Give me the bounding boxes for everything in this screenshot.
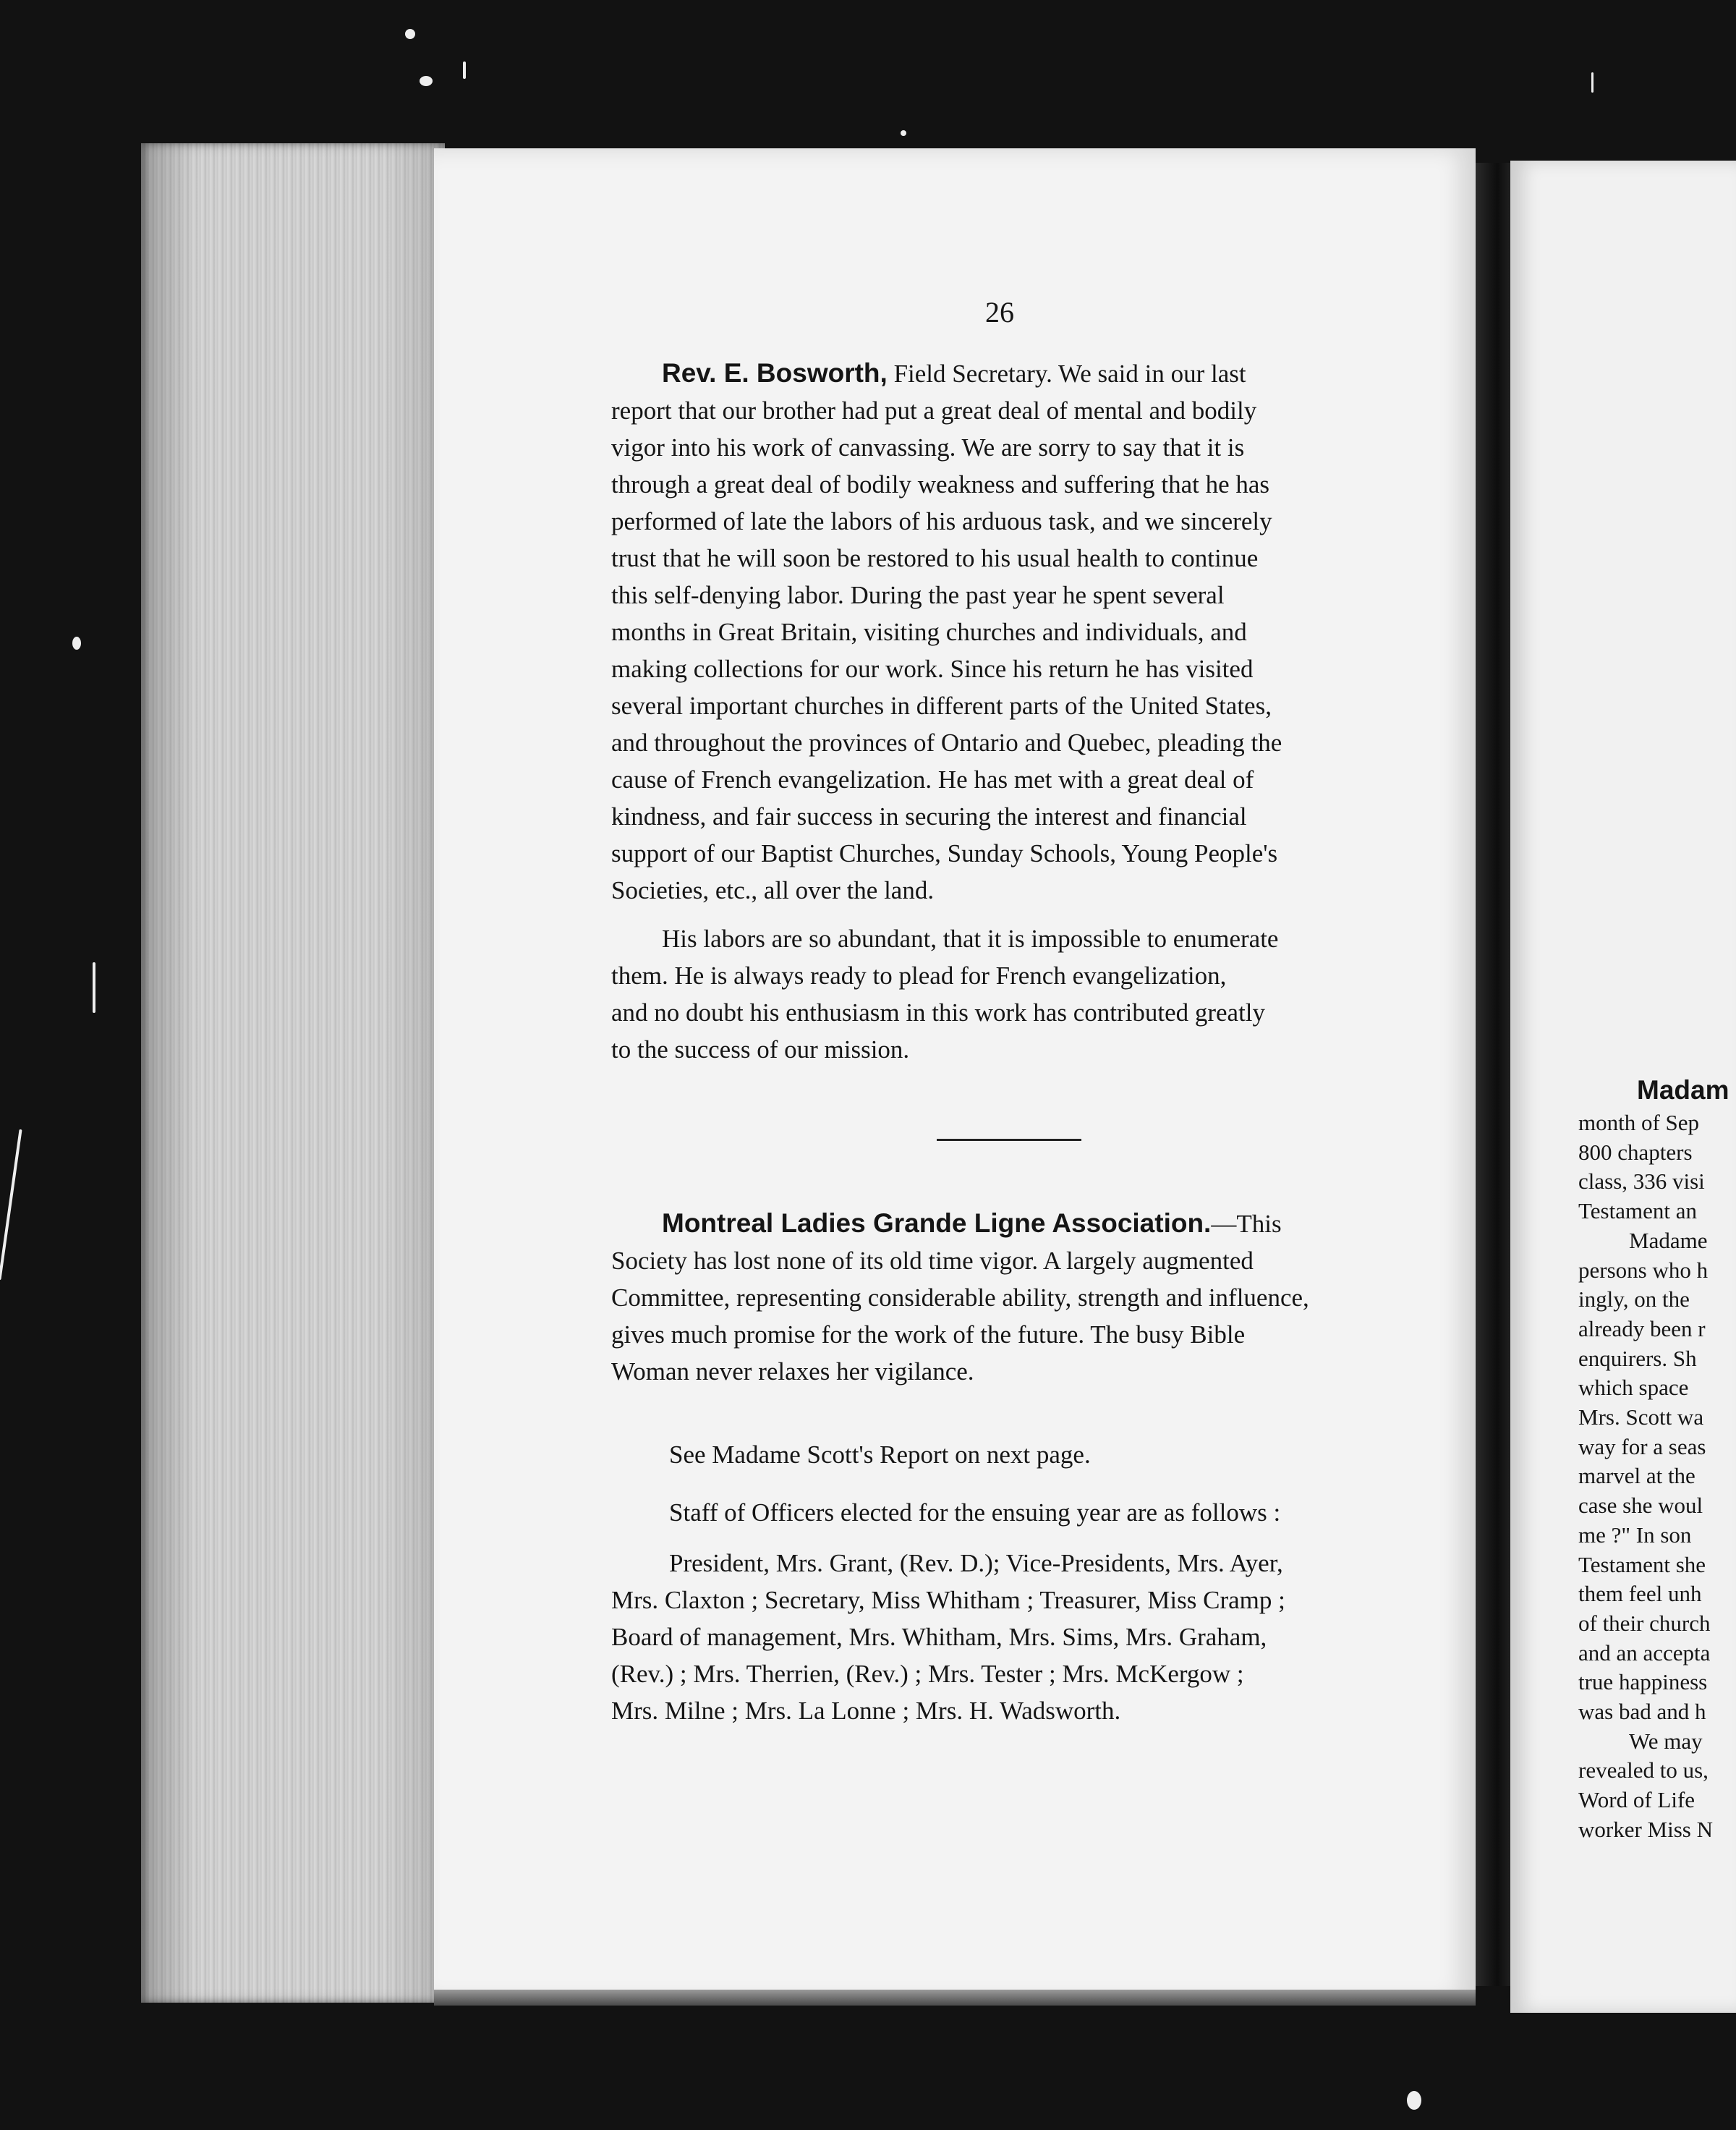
right-page-line: We may	[1629, 1728, 1703, 1754]
association-line-0: —This	[1211, 1210, 1282, 1238]
right-page-line: 800 chapters	[1578, 1139, 1693, 1165]
bosworth-heading: Rev. E. Bosworth,	[662, 358, 888, 388]
see-report-text: See Madame Scott's Report on next page.	[669, 1440, 1091, 1469]
right-page-line: revealed to us,	[1578, 1757, 1709, 1783]
right-page-heading: Madam	[1637, 1075, 1729, 1105]
dust-speck	[405, 29, 415, 39]
right-page-line: true happiness	[1578, 1669, 1708, 1695]
bosworth-line: Societies, etc., all over the land.	[611, 876, 935, 904]
right-page-line: enquirers. Sh	[1578, 1345, 1697, 1371]
association-paragraph	[611, 1205, 1396, 1390]
dust-speck	[420, 76, 433, 86]
right-page-line: marvel at the	[1578, 1463, 1695, 1489]
right-page-line: worker Miss N	[1578, 1816, 1713, 1842]
bosworth-line: trust that he will soon be restored to his usual health to continue	[611, 544, 1259, 572]
right-page-line: of their church	[1578, 1610, 1711, 1636]
right-page-line: class, 336 visi	[1578, 1168, 1705, 1195]
bosworth-line: performed of late the labors of his arduous task, and we sincerely	[611, 507, 1272, 535]
association-first-line	[611, 1205, 1396, 1242]
association-line: Society has lost none of its old time vigor. A largely augmented	[611, 1247, 1254, 1275]
bosworth-line: several important churches in different parts of the United States,	[611, 692, 1272, 720]
right-page-line: which space	[1578, 1375, 1689, 1401]
bosworth-line: this self-denying labor. During the past year he spent several	[611, 581, 1225, 609]
bosworth-line: through a great deal of bodily weakness and suffering that he has	[611, 470, 1270, 498]
right-page-line: persons who h	[1578, 1257, 1709, 1283]
bosworth-line: cause of French evangelization. He has met with a great deal of	[611, 765, 1254, 794]
bosworth-paragraph	[611, 355, 1396, 909]
dust-speck	[1591, 72, 1594, 93]
right-page-text	[1578, 1108, 1736, 1845]
officers-line: (Rev.) ; Mrs. Therrien, (Rev.) ; Mrs. Tester ; Mrs. McKergow ;	[611, 1660, 1244, 1688]
right-page-line: Word of Life	[1578, 1787, 1695, 1813]
dust-speck	[93, 962, 95, 1013]
right-page-line: ingly, on the	[1578, 1286, 1690, 1312]
officers-paragraph	[611, 1545, 1396, 1729]
bosworth-p2-line: His labors are so abundant, that it is impossible to enumerate	[662, 925, 1279, 953]
bosworth-paragraph-2	[611, 920, 1396, 1068]
bosworth-line: making collections for our work. Since his return he has visited	[611, 655, 1254, 683]
association-line: gives much promise for the work of the future. The busy Bible	[611, 1320, 1246, 1349]
bosworth-first-line	[611, 355, 1396, 392]
right-page-line: and an accepta	[1578, 1639, 1711, 1666]
right-page-line: month of Sep	[1578, 1110, 1700, 1135]
page-bottom-edge	[434, 1990, 1476, 2006]
page-stack-edge	[141, 143, 445, 2003]
dust-speck	[0, 1129, 22, 1281]
bosworth-p2-line: them. He is always ready to plead for French evangelization,	[611, 962, 1227, 990]
officers-line: President, Mrs. Grant, (Rev. D.); Vice-Presidents, Mrs. Ayer,	[669, 1549, 1283, 1577]
bosworth-p2-line: and no doubt his enthusiasm in this work has contributed greatly	[611, 998, 1266, 1027]
dust-speck	[463, 61, 466, 79]
section-divider	[937, 1139, 1081, 1141]
book-gutter	[1476, 163, 1512, 1986]
bosworth-line: support of our Baptist Churches, Sunday Schools, Young People's	[611, 839, 1278, 867]
bosworth-line: kindness, and fair success in securing the interest and financial	[611, 802, 1247, 831]
right-page-line: Testament an	[1578, 1198, 1697, 1224]
right-page-line: them feel unh	[1578, 1581, 1702, 1607]
bosworth-line: vigor into his work of canvassing. We are sorry to say that it is	[611, 433, 1245, 462]
association-line: Committee, representing considerable ability, strength and influence,	[611, 1283, 1309, 1312]
bosworth-line: months in Great Britain, visiting churches and individuals, and	[611, 618, 1247, 646]
dust-speck	[901, 130, 906, 136]
staff-intro-paragraph	[611, 1494, 1396, 1531]
staff-intro-text: Staff of Officers elected for the ensuing year are as follows :	[669, 1498, 1281, 1527]
officers-line: Mrs. Claxton ; Secretary, Miss Whitham ; Treasurer, Miss Cramp ;	[611, 1586, 1285, 1614]
right-page-line: Mrs. Scott wa	[1578, 1404, 1704, 1430]
bosworth-line: report that our brother had put a great deal of mental and bodily	[611, 396, 1257, 425]
officers-line: Mrs. Milne ; Mrs. La Lonne ; Mrs. H. Wadsworth.	[611, 1697, 1121, 1725]
see-report-paragraph	[611, 1436, 1396, 1473]
association-heading: Montreal Ladies Grande Ligne Association.	[662, 1208, 1212, 1238]
right-page-line: case she woul	[1578, 1493, 1703, 1519]
right-page-line: Madame	[1629, 1227, 1708, 1253]
right-page-line: was bad and h	[1578, 1699, 1706, 1725]
dust-speck	[1407, 2091, 1421, 2110]
association-line: Woman never relaxes her vigilance.	[611, 1357, 974, 1386]
right-page-line: already been r	[1578, 1315, 1706, 1341]
bosworth-p2-line: to the success of our mission.	[611, 1035, 910, 1064]
dust-speck	[72, 637, 81, 650]
officers-line: Board of management, Mrs. Whitham, Mrs. Sims, Mrs. Graham,	[611, 1623, 1267, 1651]
right-page-line: way for a seas	[1578, 1433, 1706, 1459]
page-number: 26	[985, 296, 1014, 328]
bosworth-line: and throughout the provinces of Ontario and Quebec, pleading the	[611, 729, 1282, 757]
right-page-line: me ?" In son	[1578, 1522, 1692, 1548]
bosworth-line-0: Field Secretary. We said in our last	[887, 360, 1246, 388]
right-page-line: Testament she	[1578, 1551, 1706, 1577]
